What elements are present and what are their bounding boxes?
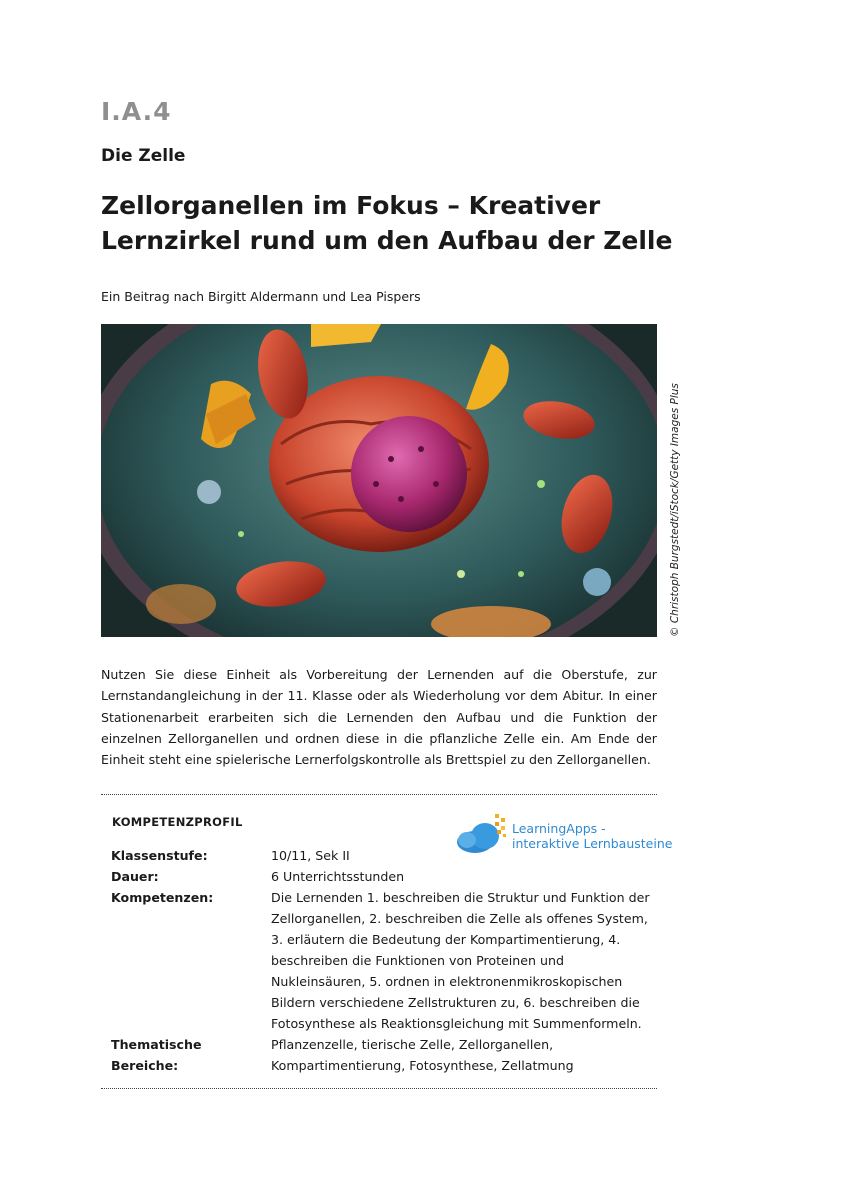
photo-credit: © Christoph Burgstedt/iStock/Getty Images Plus	[669, 383, 681, 637]
topic-heading: Die Zelle	[101, 146, 186, 166]
kp-label: Thematische Bereiche:	[111, 1037, 202, 1073]
kp-value: 10/11, Sek II	[271, 848, 350, 863]
logo-line-2: interaktive Lernbausteine	[512, 836, 673, 851]
dotted-divider-top	[101, 794, 657, 795]
cell-illustration	[101, 324, 657, 637]
kp-row-thematische-bereiche	[111, 1034, 657, 1076]
kp-value: 6 Unterrichtsstunden	[271, 869, 405, 884]
kp-row-klassenstufe	[111, 845, 657, 866]
kp-value: Pflanzenzelle, tierische Zelle, Zellorganellen, Kompartimentierung, Fotosynthese, Zellatmung	[271, 1037, 574, 1073]
kp-value: Die Lernenden 1. beschreiben die Struktur und Funktion der Zellorganellen, 2. beschreiben die Zelle als offenes System, 3. erläutern die Bedeutung der Kompartimentierung, 4. beschreiben die Funktionen von Proteinen und Nukleinsäuren, 5. ordnen in elektronenmikroskopischen Bildern verschiedene Zellstrukturen zu, 6. beschreiben die Fotosynthese als Reaktionsgleichung mit Summenformeln.	[271, 890, 650, 1031]
author-byline: Ein Beitrag nach Birgitt Aldermann und Lea Pispers	[101, 289, 421, 304]
kp-label: Kompetenzen:	[111, 890, 214, 905]
kp-row-dauer	[111, 866, 657, 887]
kp-row-kompetenzen	[111, 887, 657, 1034]
kompetenzprofil-table	[111, 845, 657, 1076]
dotted-divider-bottom	[101, 1088, 657, 1089]
cell-illustration-graphic	[101, 324, 657, 637]
page-title: Zellorganellen im Fokus – Kreativer Lernzirkel rund um den Aufbau der Zelle	[101, 191, 673, 255]
section-code: I.A.4	[101, 97, 172, 126]
kp-label: Dauer:	[111, 869, 159, 884]
kp-label: Klassenstufe:	[111, 848, 208, 863]
intro-paragraph: Nutzen Sie diese Einheit als Vorbereitung der Lernenden auf die Oberstufe, zur Lernstandangleichung in der 11. Klasse oder als Wiederholung vor dem Abitur. In einer Stationenarbeit erarbeiten sich die Lernenden den Aufbau und die Funktion der einzelnen Zellorganellen und ordnen diese in die pflanzliche Zelle ein. Am Ende der Einheit steht eine spielerische Lernerfolgskontrolle als Brettspiel zu den Zellorganellen.	[101, 667, 657, 768]
kompetenzprofil-heading: KOMPETENZPROFIL	[112, 815, 243, 829]
logo-line-1: LearningApps -	[512, 821, 606, 836]
